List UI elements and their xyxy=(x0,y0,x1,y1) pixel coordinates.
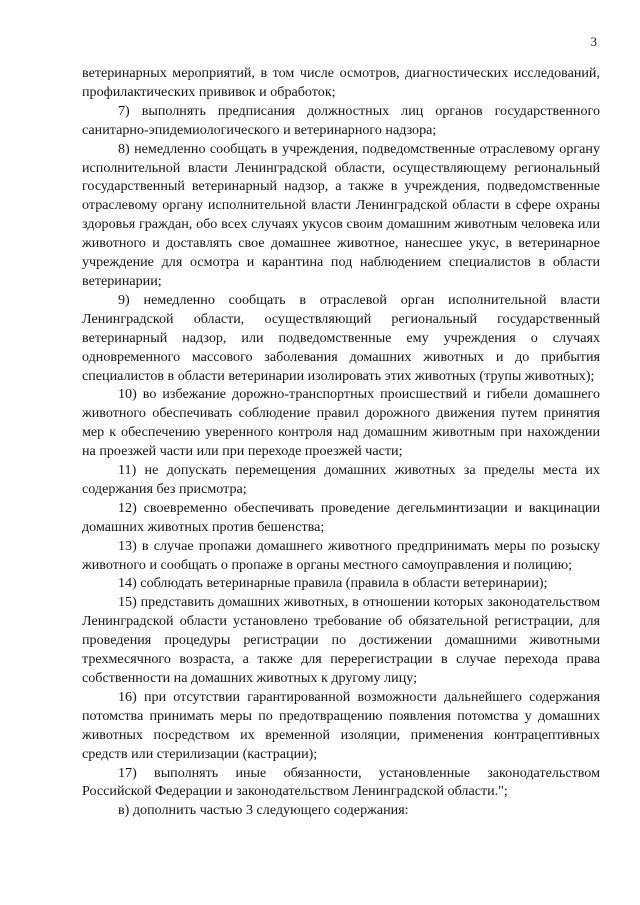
paragraph-item-12: 12) своевременно обеспечивать проведение дегельминтизации и вакцинации домашних животных против бешенства; xyxy=(82,499,600,535)
paragraph-item-7: 7) выполнять предписания должностных лиц органов государственного санитарно-эпидемиологического и ветеринарного надзора; xyxy=(82,102,600,138)
paragraph-item-13: 13) в случае пропажи домашнего животного предпринимать меры по розыску животного и сообщать о пропаже в органы местного самоуправления и полицию; xyxy=(82,537,600,573)
paragraph-item-11: 11) не допускать перемещения домашних животных за пределы места их содержания без присмотра; xyxy=(82,462,600,497)
paragraph-item-17: 17) выполнять иные обязанности, установленные законодательством Российской Федерации и законодательством Ленинградской области."; xyxy=(82,764,600,800)
paragraph-item-9: 9) немедленно сообщать в отраслевой орган исполнительной власти Ленинградской области, осуществляющий региональный государственный ветеринарный надзор, или подведомственные ему учреждения о случаях одновременного массового заболевания домашних животных и до прибытия специалистов в области ветеринарии изолировать этих животных (трупы животных); xyxy=(82,291,600,384)
paragraph-item-8: 8) немедленно сообщать в учреждения, подведомственные отраслевому органу исполнительной власти Ленинградской области, осуществляющему региональный государственный ветеринарный надзор, а также в учреждения, подведомственные отраслевому органу исполнительной власти Ленинградской области в сфере охраны здоровья граждан, обо всех случаях укусов своим домашним животным человека или животного и доставлять свое домашнее животное, нанесшее укус, в ветеринарное учреждение для осмотра и карантина под наблюдением специалистов в области ветеринарии; xyxy=(82,140,600,289)
paragraph-subitem-v: в) дополнить частью 3 следующего содержания: xyxy=(118,802,409,819)
paragraph-item-14: 14) соблюдать ветеринарные правила (правила в области ветеринарии); xyxy=(118,575,548,592)
document-body xyxy=(82,64,600,820)
paragraph-item-15: 15) представить домашних животных, в отношении которых законодательством Ленинградской области установлено требование об обязательной регистрации, для проведения процедуры регистрации по достижении домашними животными трехмесячного возраста, а также для перерегистрации в случае перехода права собственности на домашних животных к другому лицу; xyxy=(82,594,600,686)
paragraph-continuation: ветеринарных мероприятий, в том числе осмотров, диагностических исследований, профилактических прививок и обработок; xyxy=(82,65,600,100)
page-number: 3 xyxy=(590,34,597,49)
paragraph-item-10: 10) во избежание дорожно-транспортных происшествий и гибели домашнего животного обеспечивать соблюдение правил дорожного движения путем принятия мер к обеспечению уверенного контроля над домашним животным при нахождении на проезжей части или при переходе проезжей части; xyxy=(82,386,600,460)
paragraph-item-16: 16) при отсутствии гарантированной возможности дальнейшего содержания потомства принимать меры по предотвращению появления потомства у домашних животных посредством их временной изоляции, применения контрацептивных средств или стерилизации (кастрации); xyxy=(82,688,600,762)
